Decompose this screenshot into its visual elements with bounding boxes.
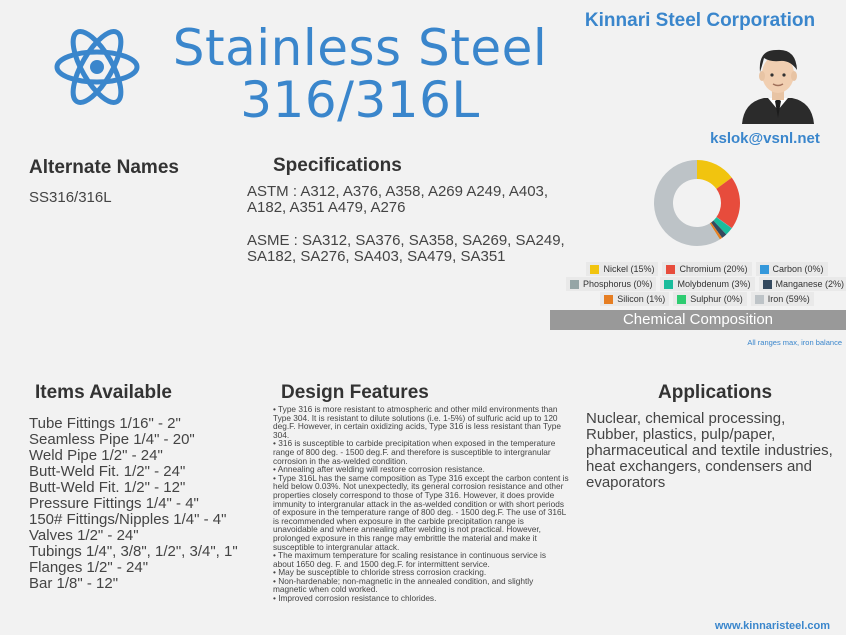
businessman-avatar-icon <box>740 44 816 124</box>
legend-swatch <box>570 280 579 289</box>
contact-email[interactable]: kslok@vsnl.net <box>710 130 820 147</box>
specifications-heading: Specifications <box>273 155 402 176</box>
feature-point: • May be susceptible to chloride stress corrosion cracking. <box>273 567 487 578</box>
chart-legend <box>576 262 845 307</box>
legend-swatch <box>666 265 675 274</box>
design-features-heading: Design Features <box>281 382 429 403</box>
company-name: Kinnari Steel Corporation <box>584 10 816 31</box>
legend-label: Silicon (1%) <box>617 294 666 304</box>
spec-astm: ASTM : A312, A376, A358, A269 A249, A403, A182, A351 A479, A276 <box>247 183 549 216</box>
list-item: Bar 1/8" - 12" <box>29 575 119 592</box>
legend-label: Carbon (0%) <box>772 264 824 274</box>
legend-swatch <box>763 280 772 289</box>
list-item: Weld Pipe 1/2" - 24" <box>29 447 163 464</box>
list-item: Tube Fittings 1/16" - 2" <box>29 415 181 432</box>
page-title <box>160 19 560 129</box>
legend-swatch <box>604 295 613 304</box>
legend-entry <box>759 277 846 291</box>
legend-label: Sulphur (0%) <box>690 294 743 304</box>
legend-swatch <box>677 295 686 304</box>
legend-entry <box>756 262 828 276</box>
spec-asme: ASME : SA312, SA376, SA358, SA269, SA249, SA182, SA276, SA403, SA479, SA351 <box>247 232 565 265</box>
legend-entry <box>600 292 669 306</box>
applications-text: Nuclear, chemical processing, Rubber, plastics, pulp/paper, pharmaceutical and textile industries, heat exchangers, condensers and evaporators <box>586 410 833 491</box>
feature-point: • Type 316 is more resistant to atmospheric and other mild environments than Type 304. It is resistant to dilute solutions (i.e. 1-5%) of sulfuric acid up to 120 deg.F. However, in certain oxidizing acids, Type 316 is less resistant than Type 304. <box>273 404 561 440</box>
alternate-names-heading: Alternate Names <box>29 157 179 178</box>
list-item: Valves 1/2" - 24" <box>29 527 139 544</box>
chart-note: All ranges max, iron balance <box>747 338 842 347</box>
legend-label: Nickel (15%) <box>603 264 655 274</box>
list-item: Butt-Weld Fit. 1/2" - 12" <box>29 479 186 496</box>
legend-swatch <box>590 265 599 274</box>
items-available-heading: Items Available <box>35 382 172 403</box>
list-item: Butt-Weld Fit. 1/2" - 24" <box>29 463 186 480</box>
list-item: 150# Fittings/Nipples 1/4" - 4" <box>29 511 227 528</box>
legend-label: Molybdenum (3%) <box>677 279 751 289</box>
list-item: Tubings 1/4", 3/8", 1/2", 3/4", 1" <box>29 543 238 560</box>
website-link[interactable]: www.kinnaristeel.com <box>714 620 830 632</box>
legend-label: Iron (59%) <box>767 294 810 304</box>
legend-entry <box>586 262 658 276</box>
feature-point: • 316 is susceptible to carbide precipitation when exposed in the temperature range of 800 deg. - 1500 deg.F. and therefore is susceptible to intergranular corrosion in the as-welded condition. <box>273 438 556 466</box>
list-item: Pressure Fittings 1/4" - 4" <box>29 495 199 512</box>
feature-point: • Non-hardenable; non-magnetic in the annealed condition, and slightly magnetic when cold worked. <box>273 575 534 595</box>
title-line-2: 316/316L <box>240 71 480 129</box>
feature-point: • Type 316L has the same composition as Type 316 except the carbon content is held below 0.03%. Not unexpectedly, its general corrosion resistance and other properties closely correspond to those of Type 316. However, it does provide immunity to intergranular attack in the as-welded condition or with short periods of exposure in the temperature range of 800 deg. - 1500 deg.F. The use of 316L is recommended when exposure in the carbide precipitation range is unavoidable and where annealing after welding is not practical. However, prolonged exposure in this range may embrittle the material and make it susceptible to intergranular attack. <box>273 472 569 552</box>
atom-icon <box>52 22 142 112</box>
feature-point: • Annealing after welding will restore corrosion resistance. <box>273 464 485 475</box>
legend-label: Manganese (2%) <box>775 279 845 289</box>
legend-swatch <box>664 280 673 289</box>
legend-entry <box>662 262 751 276</box>
design-features-text <box>273 405 569 603</box>
legend-swatch <box>760 265 769 274</box>
alternate-names-value: SS316/316L <box>29 189 112 206</box>
legend-swatch <box>755 295 764 304</box>
chart-title: Chemical Composition <box>550 310 846 330</box>
legend-entry <box>673 292 747 306</box>
chemical-composition-donut <box>652 158 742 248</box>
applications-heading: Applications <box>658 382 773 403</box>
legend-entry <box>566 277 657 291</box>
feature-point: • Improved corrosion resistance to chlorides. <box>273 593 437 604</box>
legend-entry <box>660 277 754 291</box>
legend-label: Chromium (20%) <box>679 264 748 274</box>
items-available-list <box>29 416 238 592</box>
list-item: Seamless Pipe 1/4" - 20" <box>29 431 195 448</box>
list-item: Flanges 1/2" - 24" <box>29 559 149 576</box>
title-line-1: Stainless Steel <box>172 19 548 77</box>
legend-label: Phosphorus (0%) <box>582 279 653 289</box>
feature-point: • The maximum temperature for scaling resistance in continuous service is about 1650 deg. F. and 1500 deg.F. for intermittent service. <box>273 550 546 569</box>
legend-entry <box>751 292 814 306</box>
